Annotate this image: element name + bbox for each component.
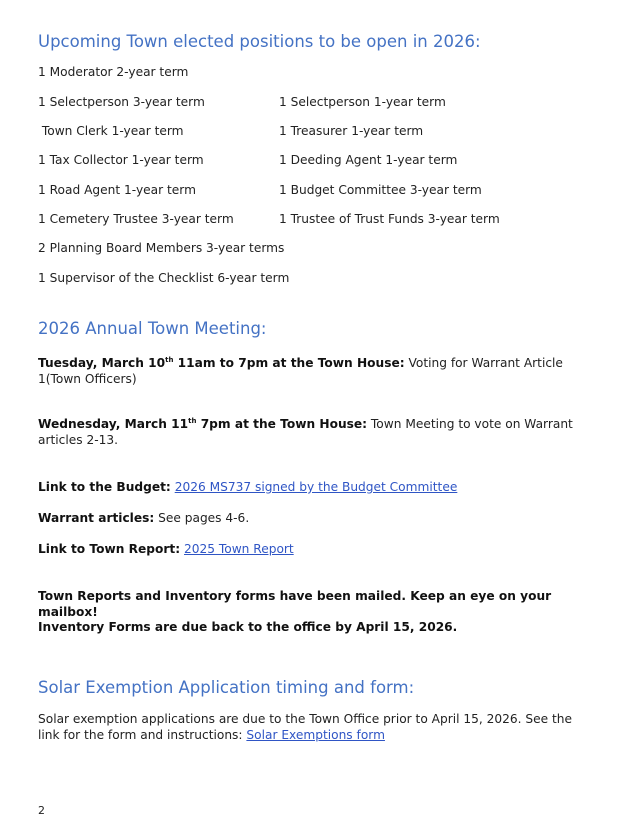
town-report-link[interactable]: 2025 Town Report [184, 542, 294, 556]
position-deeding-agent: 1 Deeding Agent 1-year term [279, 153, 458, 167]
meeting-tuesday [38, 355, 583, 387]
position-treasurer: 1 Treasurer 1-year term [279, 124, 424, 138]
warrant-label: Warrant articles: [38, 511, 155, 525]
tuesday-label: Tuesday, March 10th 11am to 7pm at the Town House: [38, 356, 405, 370]
position-moderator: 1 Moderator 2-year term [38, 65, 189, 79]
wednesday-text: Town Meeting to vote on Warrant articles 2-13. [38, 417, 573, 447]
position-supervisor-checklist: 1 Supervisor of the Checklist 6-year term [38, 271, 290, 285]
solar-heading: Solar Exemption Application timing and form: [38, 678, 415, 697]
solar-text: Solar exemption applications are due to the Town Office prior to April 15, 2026. See the link for the form and instructions: [38, 712, 573, 742]
page-number: 2 [38, 804, 45, 817]
position-budget-committee: 1 Budget Committee 3-year term [279, 183, 482, 197]
position-selectperson-1yr: 1 Selectperson 1-year term [279, 95, 446, 109]
budget-label: Link to the Budget: [38, 480, 171, 494]
position-road-agent: 1 Road Agent 1-year term [38, 183, 196, 197]
meeting-wednesday [38, 416, 583, 448]
solar-paragraph [38, 711, 583, 743]
position-town-clerk: Town Clerk 1-year term [38, 124, 184, 138]
mailed-notice: Town Reports and Inventory forms have been mailed. Keep an eye on your mailbox! [38, 589, 552, 619]
town-report-line [38, 541, 583, 557]
wednesday-label: Wednesday, March 11th 7pm at the Town House: [38, 417, 368, 431]
report-label: Link to Town Report: [38, 542, 181, 556]
solar-exemptions-link[interactable]: Solar Exemptions form [246, 728, 385, 742]
warrant-text: See pages 4-6. [154, 511, 250, 525]
budget-link[interactable]: 2026 MS737 signed by the Budget Committee [174, 480, 458, 494]
position-tax-collector: 1 Tax Collector 1-year term [38, 153, 204, 167]
inventory-due-notice: Inventory Forms are due back to the office by April 15, 2026. [38, 620, 458, 634]
warrant-articles-line [38, 510, 583, 526]
position-planning-board: 2 Planning Board Members 3-year terms [38, 241, 285, 255]
positions-heading: Upcoming Town elected positions to be open in 2026: [38, 32, 481, 51]
position-trustee-trust-funds: 1 Trustee of Trust Funds 3-year term [279, 212, 500, 226]
tuesday-text: Voting for Warrant Article 1(Town Officers) [38, 356, 563, 386]
meeting-heading: 2026 Annual Town Meeting: [38, 319, 267, 338]
position-cemetery-trustee: 1 Cemetery Trustee 3-year term [38, 212, 234, 226]
budget-link-line [38, 479, 583, 495]
position-selectperson-3yr: 1 Selectperson 3-year term [38, 95, 205, 109]
